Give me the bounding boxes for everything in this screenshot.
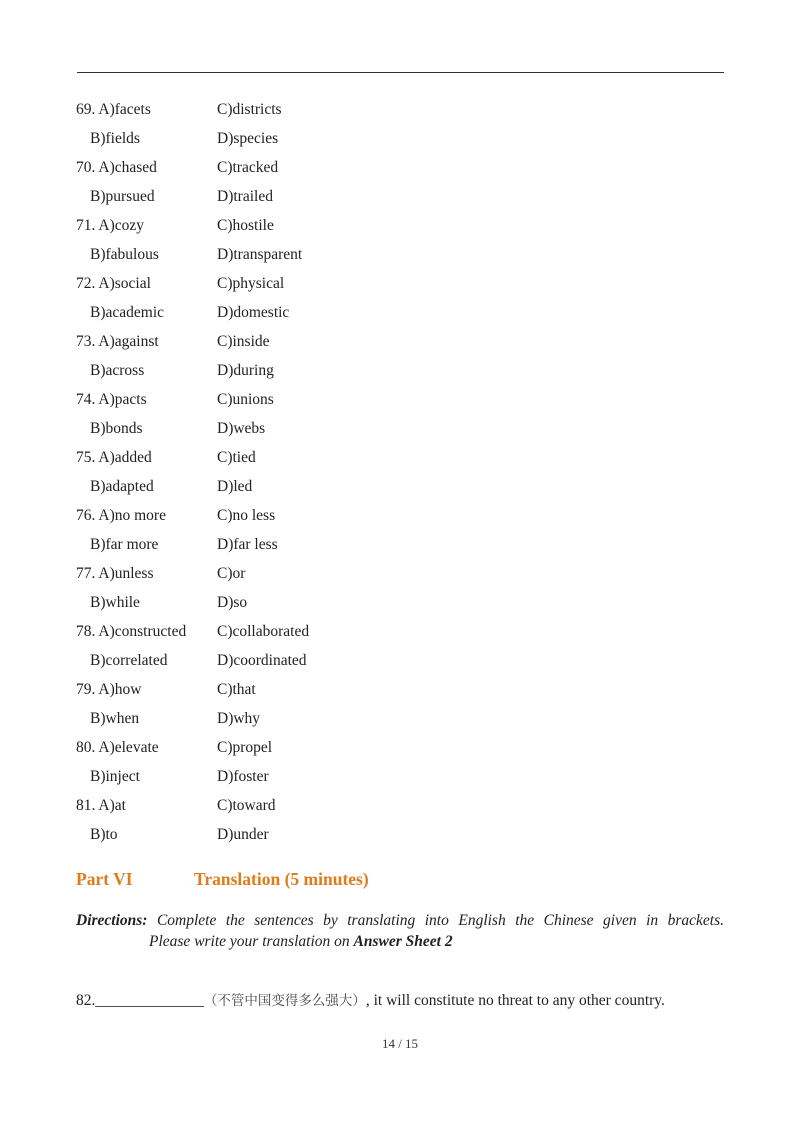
option-a: 78. A)constructed: [76, 623, 187, 640]
option-d: D)domestic: [217, 304, 290, 321]
option-a: 74. A)pacts: [76, 391, 147, 408]
option-c: C)tracked: [217, 159, 279, 176]
option-d: D)trailed: [217, 188, 273, 205]
option-b: B)while: [90, 594, 140, 611]
option-a: 71. A)cozy: [76, 217, 145, 234]
option-c: C)toward: [217, 797, 276, 814]
option-d: D)transparent: [217, 246, 303, 263]
option-a: 79. A)how: [76, 681, 142, 698]
option-a: 81. A)at: [76, 797, 126, 814]
part-title: Translation (5 minutes): [194, 869, 369, 889]
chinese-prompt: （不管中国变得多么强大）: [203, 993, 366, 1009]
option-a: 69. A)facets: [76, 101, 151, 118]
option-a: 75. A)added: [76, 449, 152, 466]
answer-blank: ______________: [95, 992, 204, 1009]
option-b: B)fabulous: [90, 246, 159, 263]
option-c: C)no less: [217, 507, 276, 524]
option-b: B)academic: [90, 304, 165, 321]
option-b: B)across: [90, 362, 145, 379]
option-b: B)inject: [90, 768, 140, 785]
option-b: B)fields: [90, 130, 140, 147]
option-a: 76. A)no more: [76, 507, 166, 524]
option-c: C)that: [217, 681, 256, 698]
option-b: B)far more: [90, 536, 159, 553]
option-d: D)under: [217, 826, 269, 843]
option-d: D)foster: [217, 768, 269, 785]
directions-line-1: [76, 910, 724, 931]
page-number: 14 / 15: [381, 1036, 419, 1051]
option-b: B)bonds: [90, 420, 143, 437]
option-a: 80. A)elevate: [76, 739, 159, 756]
answer-sheet-reference: Answer Sheet 2: [353, 933, 453, 950]
directions-label: Directions:: [76, 912, 148, 929]
option-a: 72. A)social: [76, 275, 151, 292]
sentence-rest: , it will constitute no threat to any other country.: [365, 992, 665, 1009]
question-number: 82.: [76, 992, 96, 1009]
option-a: 70. A)chased: [76, 159, 157, 176]
option-d: D)coordinated: [217, 652, 307, 669]
option-d: D)so: [217, 594, 248, 611]
question-82: [76, 989, 665, 1010]
directions-instruction: Please write your translation on: [149, 933, 354, 950]
option-c: C)propel: [217, 739, 273, 756]
option-d: D)far less: [217, 536, 278, 553]
option-c: C)inside: [217, 333, 270, 350]
option-d: D)led: [217, 478, 253, 495]
directions-line-2: [76, 931, 724, 952]
option-a: 73. A)against: [76, 333, 159, 350]
option-a: 77. A)unless: [76, 565, 154, 582]
option-c: C)unions: [217, 391, 274, 408]
option-d: D)species: [217, 130, 279, 147]
option-c: C)or: [217, 565, 246, 582]
option-b: B)to: [90, 826, 118, 843]
option-c: C)physical: [217, 275, 285, 292]
directions-block: [76, 910, 724, 952]
option-d: D)why: [217, 710, 261, 727]
option-b: B)pursued: [90, 188, 155, 205]
option-c: C)tied: [217, 449, 256, 466]
part-label: Part VI: [76, 869, 133, 889]
option-c: C)districts: [217, 101, 282, 118]
option-b: B)adapted: [90, 478, 154, 495]
option-b: B)when: [90, 710, 140, 727]
option-c: C)collaborated: [217, 623, 310, 640]
option-d: D)webs: [217, 420, 266, 437]
part-heading: [76, 869, 369, 890]
header-rule: [77, 72, 724, 73]
directions-text: Complete the sentences by translating into English the Chinese given in brackets.: [156, 912, 724, 929]
option-d: D)during: [217, 362, 274, 379]
option-b: B)correlated: [90, 652, 168, 669]
option-c: C)hostile: [217, 217, 274, 234]
